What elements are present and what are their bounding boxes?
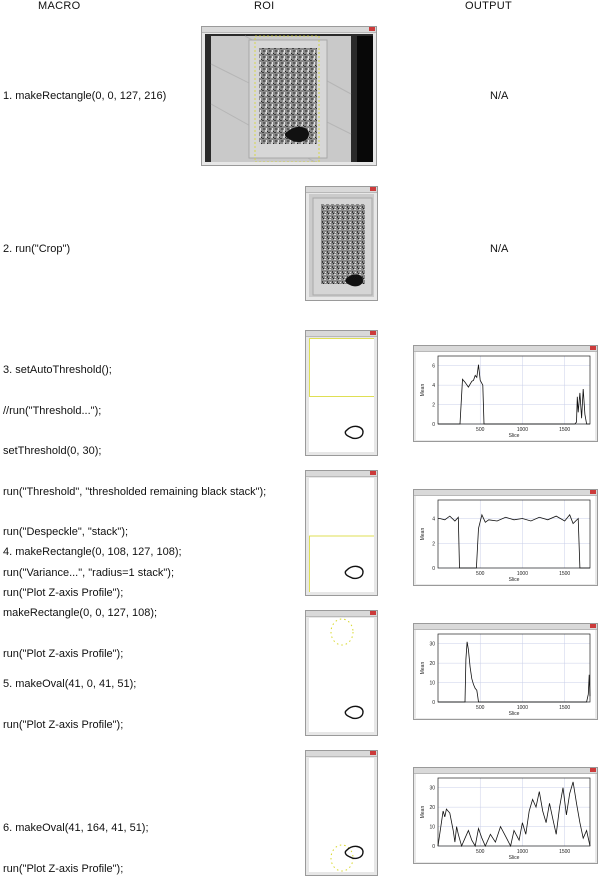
macro-line: setThreshold(0, 30); [3,445,102,457]
y-tick-label: 0 [432,566,435,572]
full-frame-image [205,34,373,162]
y-tick-label: 2 [432,541,435,548]
y-tick-label: 0 [432,844,435,850]
z-axis-profile-plot [416,352,595,440]
y-tick-label: 0 [432,700,435,706]
y-axis-label: Mean [420,805,426,819]
y-tick-label: 20 [429,661,435,668]
y-axis-label: Mean [420,661,426,675]
macro-line: 4. makeRectangle(0, 108, 127, 108); [3,546,182,558]
plot-window-3[interactable] [413,345,598,442]
close-icon[interactable] [590,346,596,350]
macro-line: run("Variance...", "radius=1 stack"); [3,566,175,579]
z-axis-profile-plot [416,774,595,862]
roi-window-2[interactable] [305,186,378,301]
step-2-output: N/A [490,243,509,255]
x-axis-label: Slice [508,577,520,583]
plot-window-4[interactable] [413,489,598,586]
z-axis-profile-plot [416,630,595,718]
y-tick-label: 10 [429,680,435,687]
step-1-output: N/A [490,90,509,102]
thresholded-image [309,478,374,592]
step-2-macro [3,243,70,257]
y-tick-label: 4 [432,516,435,523]
roi-window-3[interactable] [305,330,378,456]
macro-line: //run("Threshold..."); [3,404,102,417]
macro-line: 3. setAutoThreshold(); [3,364,112,376]
step-5-macro [3,651,136,746]
y-tick-label: 0 [432,422,435,428]
thresholded-image [309,338,374,452]
step-1-macro [3,90,166,104]
x-tick-label: 1500 [559,849,571,855]
roi-image-3 [309,338,374,452]
x-axis-label: Slice [508,433,520,439]
roi-window-6[interactable] [305,750,378,876]
cropped-image [309,194,374,297]
x-tick-label: 500 [476,849,485,855]
x-tick-label: 500 [476,427,485,433]
roi-window-5[interactable] [305,610,378,736]
macro-line: run("Despeckle", "stack"); [3,526,129,538]
macro-line: makeRectangle(0, 0, 127, 108); [3,607,158,619]
x-axis-label: Slice [508,855,520,861]
x-axis-label: Slice [508,711,520,717]
plot-window-5[interactable] [413,623,598,720]
x-tick-label: 1500 [559,571,571,577]
roi-window-1[interactable] [201,26,377,166]
close-icon[interactable] [370,331,376,335]
close-icon[interactable] [369,27,375,31]
macro-line: run("Plot Z-axis Profile"); [3,647,124,660]
roi-image-5 [309,618,374,732]
step-4-macro [3,519,182,614]
macro-line: 2. run("Crop") [3,243,71,255]
x-tick-label: 1000 [516,571,529,577]
step-3-macro [3,337,266,675]
window-title-bar[interactable] [306,611,377,617]
macro-line: 6. makeOval(41, 164, 41, 51); [3,822,149,834]
x-tick-label: 500 [476,705,485,711]
x-tick-label: 1500 [559,427,571,433]
close-icon[interactable] [370,611,376,615]
y-tick-label: 30 [429,641,435,648]
window-title-bar[interactable] [202,27,376,33]
close-icon[interactable] [590,768,596,772]
macro-line: run("Plot Z-axis Profile"); [3,586,124,599]
z-axis-profile-plot [416,496,595,584]
thresholded-image [309,618,374,732]
thresholded-image [309,758,374,872]
header-output: OUTPUT [465,0,513,12]
roi-image-4 [309,478,374,592]
y-axis-label: Mean [420,527,426,541]
close-icon[interactable] [590,624,596,628]
macro-line: 5. makeOval(41, 0, 41, 51); [3,678,137,690]
roi-image-6 [309,758,374,872]
close-icon[interactable] [370,471,376,475]
window-title-bar[interactable] [306,331,377,337]
plot-window-6[interactable] [413,767,598,864]
window-title-bar[interactable] [306,471,377,477]
window-title-bar[interactable] [306,187,377,193]
y-axis-label: Mean [420,383,426,397]
macro-line: run("Threshold", "thresholded remaining black stack"); [3,485,267,498]
x-tick-label: 500 [476,571,485,577]
close-icon[interactable] [370,187,376,191]
window-title-bar[interactable] [306,751,377,757]
header-roi: ROI [254,0,275,12]
roi-image-1 [205,34,373,162]
x-tick-label: 1500 [559,705,571,711]
y-tick-label: 30 [429,785,435,792]
close-icon[interactable] [590,490,596,494]
y-tick-label: 20 [429,805,435,812]
macro-line: run("Plot Z-axis Profile"); [3,862,124,875]
macro-line: run("Plot Z-axis Profile"); [3,718,124,731]
macro-line: 1. makeRectangle(0, 0, 127, 216) [3,90,167,102]
y-tick-label: 10 [429,824,435,831]
y-tick-label: 2 [432,402,435,409]
header-macro: MACRO [38,0,81,12]
y-tick-label: 6 [432,363,435,370]
roi-image-2 [309,194,374,297]
x-tick-label: 1000 [516,849,529,855]
roi-window-4[interactable] [305,470,378,596]
y-tick-label: 4 [432,383,435,390]
x-tick-label: 1000 [516,427,529,433]
close-icon[interactable] [370,751,376,755]
step-6-macro [3,795,149,890]
x-tick-label: 1000 [516,705,529,711]
